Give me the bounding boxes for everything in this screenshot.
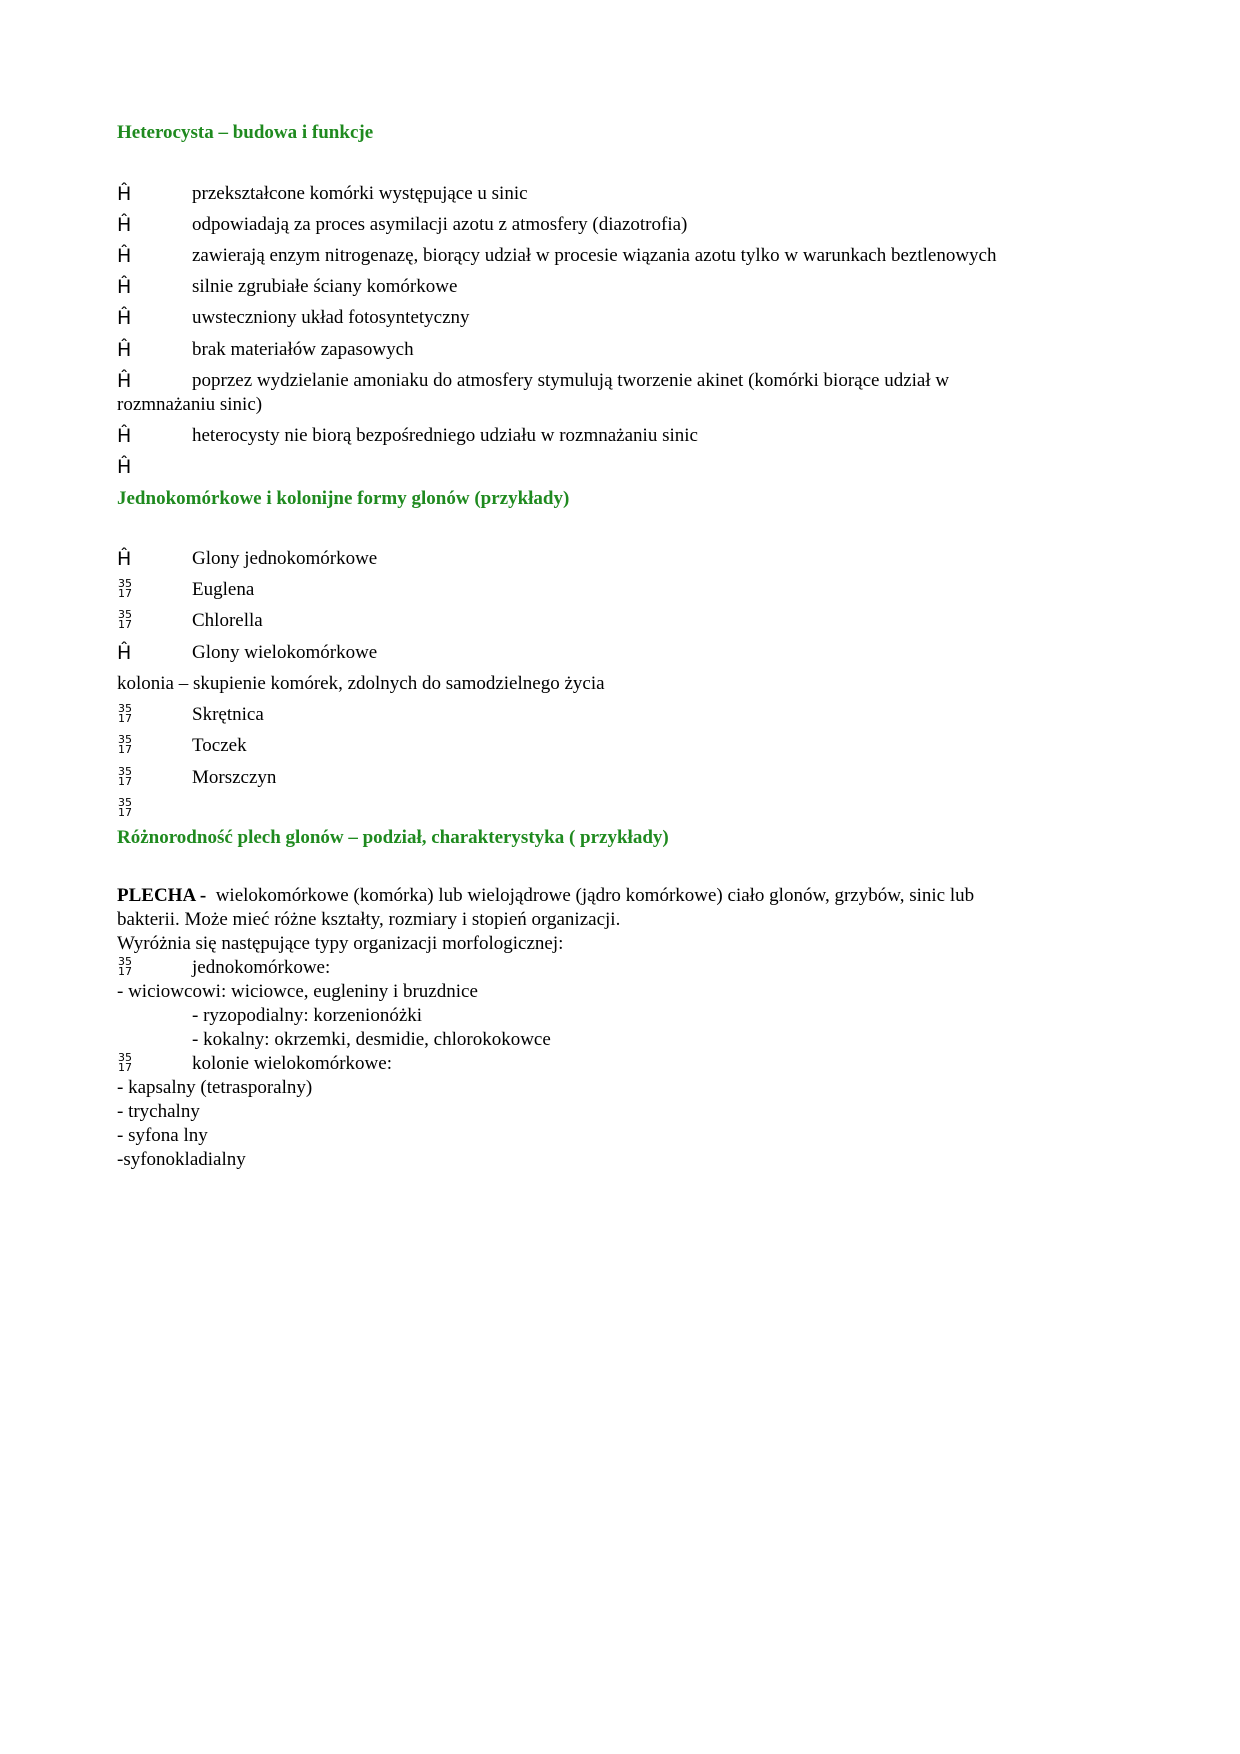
section-heading-plechy: Różnorodność plech glonów – podział, charakterystyka ( przykłady): [117, 827, 669, 848]
bullet-icon: Ĥ: [117, 548, 132, 570]
list-item: Toczek: [192, 735, 247, 756]
list-item: kolonie wielokomórkowe:: [192, 1053, 392, 1074]
list-item: Skrętnica: [192, 704, 264, 725]
bullet-icon: Ĥ: [117, 339, 132, 361]
sub-item: -syfonokladialny: [117, 1149, 246, 1170]
fraction-bullet-icon: 35 17: [118, 577, 132, 600]
bullet-icon: Ĥ: [117, 456, 132, 478]
list-item: Morszczyn: [192, 767, 277, 788]
sub-item: - ryzopodialny: korzenionóżki: [192, 1005, 423, 1026]
plecha-definition-line: [117, 885, 974, 907]
fraction-bullet-icon: 35 17: [118, 796, 132, 819]
sub-item: - syfona lny: [117, 1125, 208, 1146]
fraction-bullet-icon: 35 17: [118, 608, 132, 631]
list-item: heterocysty nie biorą bezpośredniego udziału w rozmnażaniu sinic: [192, 425, 698, 446]
list-item-continuation: rozmnażaniu sinic): [117, 394, 263, 415]
list-item: zawierają enzym nitrogenazę, biorący udział w procesie wiązania azotu tylko w warunkach beztlenowych: [192, 245, 997, 266]
section-heading-formy-glonow: Jednokomórkowe i kolonijne formy glonów (przykłady): [117, 488, 570, 509]
bullet-icon: Ĥ: [117, 425, 132, 447]
fraction-bullet-icon: 35 17: [118, 702, 132, 725]
list-item: poprzez wydzielanie amoniaku do atmosfery stymulują tworzenie akinet (komórki biorące udział w: [192, 370, 950, 391]
list-item: jednokomórkowe:: [192, 957, 331, 978]
bullet-icon: Ĥ: [117, 245, 132, 267]
list-item: Glony jednokomórkowe: [192, 548, 378, 569]
sub-item: - trychalny: [117, 1101, 200, 1122]
sub-item: - kokalny: okrzemki, desmidie, chlorokokowce: [192, 1029, 551, 1050]
plecha-definition: wielokomórkowe (komórka) lub wielojądrowe (jądro komórkowe) ciało glonów, grzybów, sinic lub: [215, 885, 975, 906]
sub-item: - kapsalny (tetrasporalny): [117, 1077, 313, 1098]
definition-line: kolonia – skupienie komórek, zdolnych do samodzielnego życia: [117, 673, 605, 694]
bullet-icon: Ĥ: [117, 214, 132, 236]
plecha-term: PLECHA -: [117, 885, 207, 906]
bullet-icon: Ĥ: [117, 642, 132, 664]
plecha-definition-line: bakterii. Może mieć różne kształty, rozmiary i stopień organizacji.: [117, 909, 621, 930]
bullet-icon: Ĥ: [117, 276, 132, 298]
list-item: przekształcone komórki występujące u sinic: [192, 183, 528, 204]
bullet-icon: Ĥ: [117, 370, 132, 392]
bullet-icon: Ĥ: [117, 183, 132, 205]
intro-line: Wyróżnia się następujące typy organizacji morfologicznej:: [117, 933, 564, 954]
fraction-bullet-icon: 35 17: [118, 765, 132, 788]
list-item: uwsteczniony układ fotosyntetyczny: [192, 307, 470, 328]
bullet-icon: Ĥ: [117, 307, 132, 329]
list-item: silnie zgrubiałe ściany komórkowe: [192, 276, 458, 297]
list-item: Glony wielokomórkowe: [192, 642, 378, 663]
section-heading-heterocysta: Heterocysta – budowa i funkcje: [117, 122, 374, 143]
fraction-bullet-icon: 35 17: [118, 955, 132, 978]
list-item: Euglena: [192, 579, 255, 600]
sub-item: - wiciowcowi: wiciowce, eugleniny i bruzdnice: [117, 981, 478, 1002]
list-item: brak materiałów zapasowych: [192, 339, 414, 360]
fraction-bullet-icon: 35 17: [118, 733, 132, 756]
list-item: Chlorella: [192, 610, 263, 631]
fraction-bullet-icon: 35 17: [118, 1051, 132, 1074]
list-item: odpowiadają za proces asymilacji azotu z atmosfery (diazotrofia): [192, 214, 688, 235]
